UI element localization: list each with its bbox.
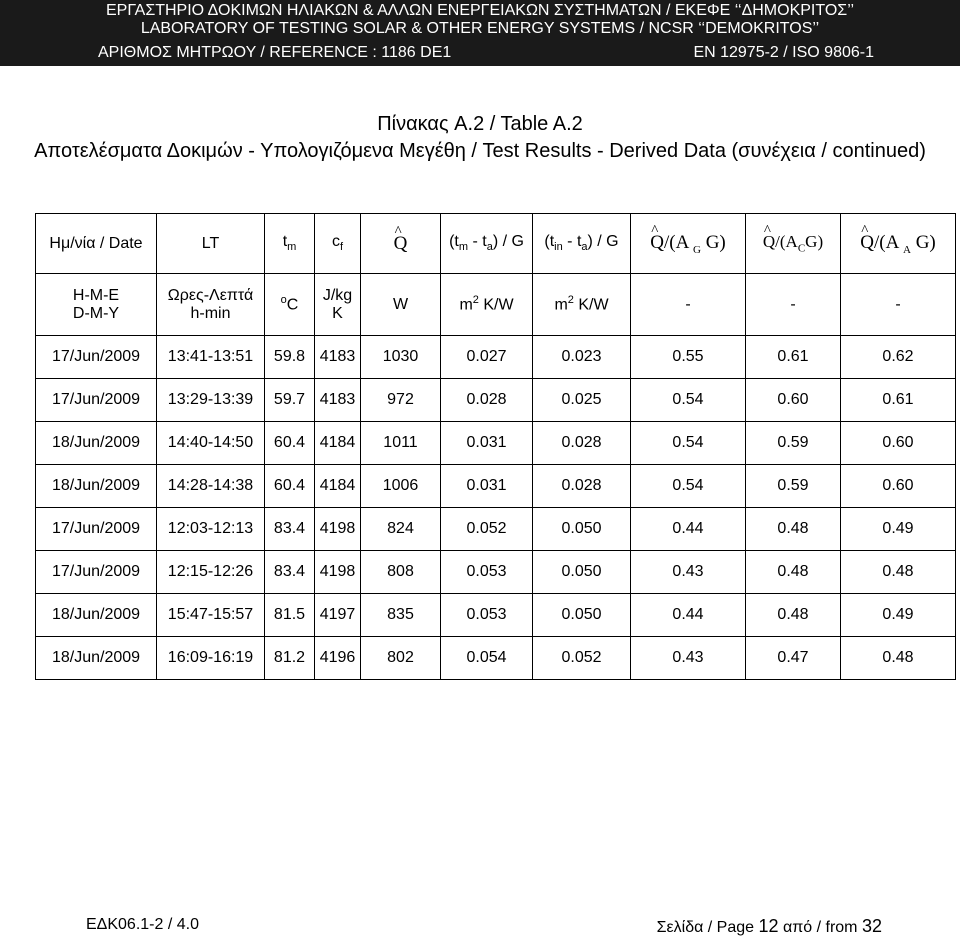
cell-efficiency-collector: 0.60 [746, 379, 841, 422]
cell-q: 808 [361, 551, 441, 594]
registry-number: ΑΡΙΘΜΟΣ ΜΗΤΡΩΟΥ / REFERENCE : 1186 DE1 [98, 44, 452, 61]
cell-efficiency-collector: 0.59 [746, 465, 841, 508]
table-row [36, 465, 956, 508]
cell-q: 802 [361, 637, 441, 680]
unit-efficiency-gross: - [631, 274, 746, 336]
table-row [36, 422, 956, 465]
page-label: Σελίδα / Page [656, 919, 755, 936]
cell-reduced-temp-inlet: 0.025 [533, 379, 631, 422]
cell-efficiency-collector: 0.47 [746, 637, 841, 680]
cell-tm: 83.4 [265, 551, 315, 594]
cell-q: 835 [361, 594, 441, 637]
cell-efficiency-gross: 0.54 [631, 465, 746, 508]
col-header-efficiency-collector: ^ $Q/(A_CG)$ [746, 214, 841, 274]
unit-reduced-temp-inlet: $m^2$ K/W [533, 274, 631, 336]
table-subtitle: Αποτελέσματα Δοκιμών - Υπολογιζόμενα Μεγέθη / Test Results - Derived Data (συνέχεια / continued) [34, 140, 926, 162]
cell-time: 15:47-15:57 [157, 594, 265, 637]
cell-tm: 60.4 [265, 465, 315, 508]
cell-date: 18/Jun/2009 [36, 637, 157, 680]
cell-efficiency-aperture: 0.62 [841, 336, 956, 379]
cell-reduced-temp-mean: 0.053 [441, 594, 533, 637]
table-row [36, 379, 956, 422]
cell-q: 1011 [361, 422, 441, 465]
table-label: Πίνακας A.2 / Table A.2 [377, 113, 583, 135]
cell-tm: 60.4 [265, 422, 315, 465]
unit-date: H-M-E D-M-Y [36, 274, 157, 336]
col-header-reduced-temp-inlet: $(t_{in} - t_a)$ / G [533, 214, 631, 274]
cell-cf: 4198 [315, 551, 361, 594]
lab-name-english: LABORATORY OF TESTING SOLAR & OTHER ENERGY SYSTEMS / NCSR ‘‘DEMOKRITOS’’ [140, 20, 820, 37]
cell-q: 972 [361, 379, 441, 422]
cell-cf: 4198 [315, 508, 361, 551]
cell-cf: 4183 [315, 336, 361, 379]
col-header-efficiency-gross: ^ Q/(A $_G$ G) [631, 214, 746, 274]
cell-efficiency-collector: 0.48 [746, 551, 841, 594]
cell-efficiency-gross: 0.55 [631, 336, 746, 379]
cell-reduced-temp-inlet: 0.028 [533, 422, 631, 465]
cell-reduced-temp-mean: 0.027 [441, 336, 533, 379]
unit-tm: $^o$C [265, 274, 315, 336]
cell-date: 18/Jun/2009 [36, 465, 157, 508]
cell-efficiency-aperture: 0.60 [841, 422, 956, 465]
cell-efficiency-aperture: 0.48 [841, 551, 956, 594]
cell-tm: 81.5 [265, 594, 315, 637]
cell-efficiency-gross: 0.54 [631, 422, 746, 465]
cell-reduced-temp-inlet: 0.050 [533, 594, 631, 637]
document-header [0, 0, 960, 66]
cell-time: 14:28-14:38 [157, 465, 265, 508]
cell-tm: 81.2 [265, 637, 315, 680]
cell-efficiency-aperture: 0.48 [841, 637, 956, 680]
cell-reduced-temp-inlet: 0.052 [533, 637, 631, 680]
table-row [36, 551, 956, 594]
col-header-date: Ημ/νία / Date [36, 214, 157, 274]
col-header-q: ^ Q [361, 214, 441, 274]
cell-efficiency-aperture: 0.49 [841, 594, 956, 637]
cell-time: 12:03-12:13 [157, 508, 265, 551]
cell-efficiency-collector: 0.48 [746, 594, 841, 637]
unit-efficiency-collector: - [746, 274, 841, 336]
col-header-tm: $t_m$ [265, 214, 315, 274]
cell-time: 13:41-13:51 [157, 336, 265, 379]
table-row [36, 336, 956, 379]
cell-tm: 59.8 [265, 336, 315, 379]
cell-efficiency-aperture: 0.49 [841, 508, 956, 551]
cell-date: 18/Jun/2009 [36, 594, 157, 637]
cell-q: 1030 [361, 336, 441, 379]
unit-q: W [361, 274, 441, 336]
header-row-units [36, 274, 956, 336]
cell-reduced-temp-mean: 0.031 [441, 465, 533, 508]
cell-time: 16:09-16:19 [157, 637, 265, 680]
unit-efficiency-aperture: - [841, 274, 956, 336]
cell-date: 17/Jun/2009 [36, 508, 157, 551]
cell-cf: 4184 [315, 465, 361, 508]
cell-cf: 4183 [315, 379, 361, 422]
cell-date: 18/Jun/2009 [36, 422, 157, 465]
page-total: 32 [861, 916, 882, 936]
header-row-quantities [36, 214, 956, 274]
page-number: 12 [758, 916, 779, 936]
cell-date: 17/Jun/2009 [36, 336, 157, 379]
derived-data-table [35, 213, 956, 680]
of-label: από / from [782, 919, 858, 936]
test-standard: EN 12975-2 / ISO 9806-1 [693, 44, 874, 61]
cell-reduced-temp-mean: 0.031 [441, 422, 533, 465]
col-header-reduced-temp-mean: $(t_m - t_a)$ / G [441, 214, 533, 274]
cell-reduced-temp-inlet: 0.050 [533, 551, 631, 594]
cell-efficiency-aperture: 0.60 [841, 465, 956, 508]
cell-cf: 4184 [315, 422, 361, 465]
cell-date: 17/Jun/2009 [36, 551, 157, 594]
document-code: ΕΔΚ06.1-2 / 4.0 [86, 916, 199, 933]
table-row [36, 594, 956, 637]
cell-cf: 4197 [315, 594, 361, 637]
cell-time: 13:29-13:39 [157, 379, 265, 422]
cell-reduced-temp-inlet: 0.023 [533, 336, 631, 379]
col-header-efficiency-aperture: ^ Q/(A $_A$ G) [841, 214, 956, 274]
unit-lt: Ωρες-Λεπτά h-min [157, 274, 265, 336]
cell-time: 12:15-12:26 [157, 551, 265, 594]
table-row [36, 508, 956, 551]
cell-efficiency-collector: 0.61 [746, 336, 841, 379]
cell-q: 1006 [361, 465, 441, 508]
cell-tm: 59.7 [265, 379, 315, 422]
cell-efficiency-gross: 0.44 [631, 508, 746, 551]
cell-efficiency-aperture: 0.61 [841, 379, 956, 422]
table-row [36, 637, 956, 680]
cell-efficiency-gross: 0.54 [631, 379, 746, 422]
cell-efficiency-collector: 0.48 [746, 508, 841, 551]
cell-time: 14:40-14:50 [157, 422, 265, 465]
page-indicator [657, 916, 882, 937]
cell-efficiency-gross: 0.43 [631, 551, 746, 594]
col-header-cf: $c_f$ [315, 214, 361, 274]
col-header-lt: LT [157, 214, 265, 274]
unit-cf: J/kg K [315, 274, 361, 336]
cell-reduced-temp-mean: 0.052 [441, 508, 533, 551]
cell-date: 17/Jun/2009 [36, 379, 157, 422]
cell-reduced-temp-mean: 0.028 [441, 379, 533, 422]
cell-cf: 4196 [315, 637, 361, 680]
cell-reduced-temp-mean: 0.054 [441, 637, 533, 680]
unit-reduced-temp-mean: $m^2$ K/W [441, 274, 533, 336]
cell-tm: 83.4 [265, 508, 315, 551]
cell-efficiency-gross: 0.43 [631, 637, 746, 680]
cell-efficiency-collector: 0.59 [746, 422, 841, 465]
cell-q: 824 [361, 508, 441, 551]
cell-reduced-temp-inlet: 0.050 [533, 508, 631, 551]
lab-name-greek: ΕΡΓΑΣΤΗΡΙΟ ΔΟΚΙΜΩΝ ΗΛΙΑΚΩΝ & ΑΛΛΩΝ ΕΝΕΡΓΕΙΑΚΩΝ ΣΥΣΤΗΜΑΤΩΝ / ΕΚΕΦΕ ‘‘ΔΗΜΟΚΡΙΤΟΣ’’ [105, 2, 855, 19]
cell-reduced-temp-inlet: 0.028 [533, 465, 631, 508]
cell-reduced-temp-mean: 0.053 [441, 551, 533, 594]
cell-efficiency-gross: 0.44 [631, 594, 746, 637]
